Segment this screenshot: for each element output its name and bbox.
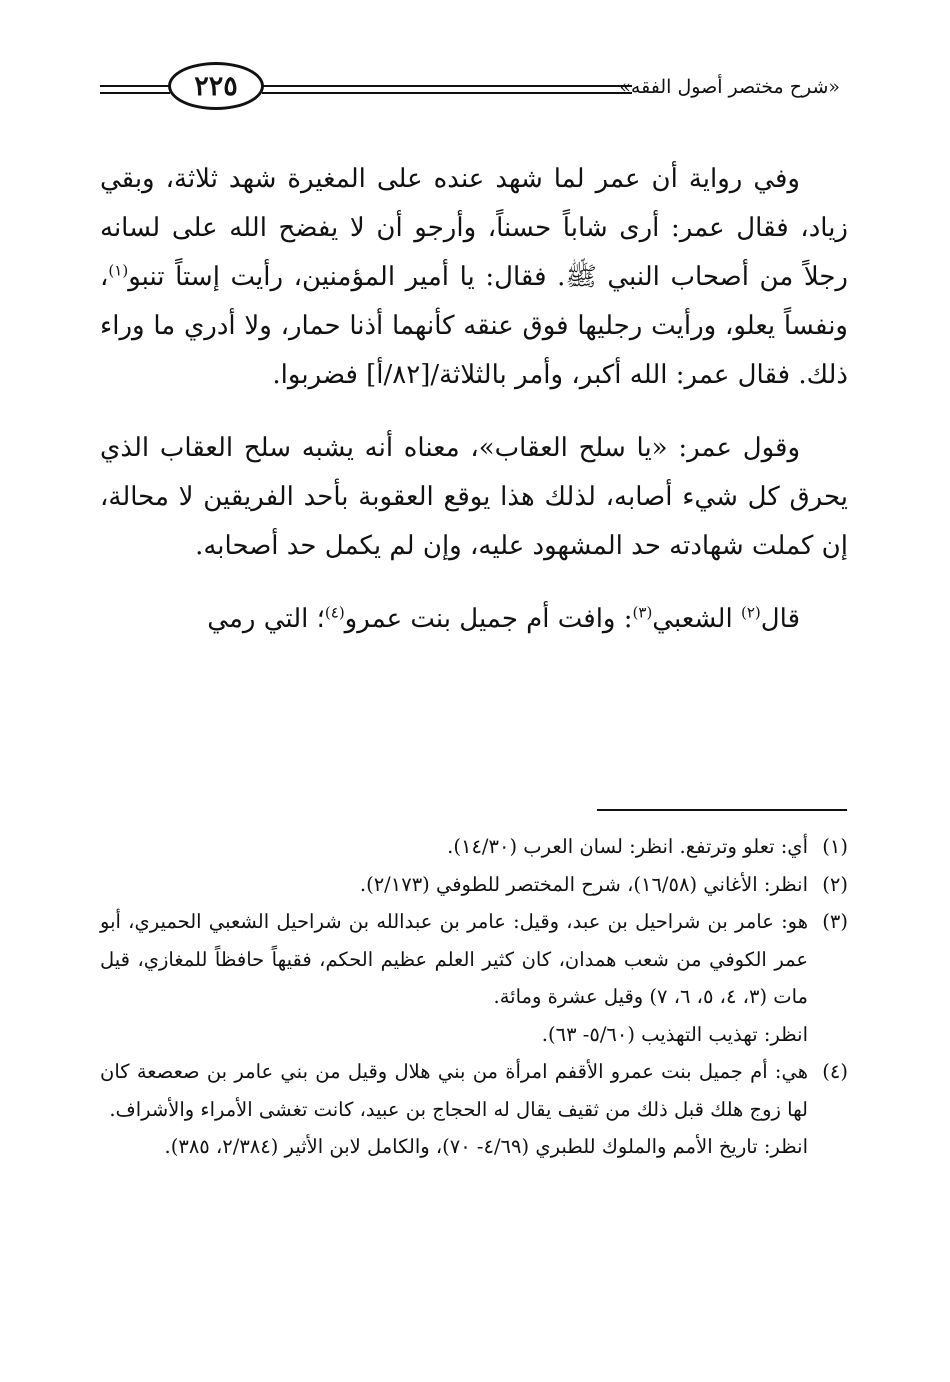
footnote-text: أي: تعلو وترتفع. انظر: لسان العرب (١٤/٣٠). — [447, 835, 808, 858]
footnote-ref: (١) — [108, 261, 129, 280]
footnote-text: انظر: تاريخ الأمم والملوك للطبري (٤/٦٩- ٧٠)، والكامل لابن الأثير (٢/٣٨٤، ٣٨٥). — [164, 1135, 808, 1158]
footnote-number: (٣) — [822, 910, 848, 933]
footnote — [100, 1053, 848, 1166]
footnote-number: (٤) — [822, 1060, 848, 1083]
footnote-number: (١) — [822, 835, 848, 858]
text-segment: قال — [760, 604, 800, 634]
footnote-body — [100, 866, 808, 904]
footnote-text: انظر: الأغاني (١٦/٥٨)، شرح المختصر للطوفي (٢/١٧٣). — [359, 872, 808, 896]
text-segment: الشعبي — [652, 604, 741, 634]
text-segment: ؛ التي رمي — [207, 604, 325, 634]
footnote-ref: (٣) — [632, 603, 653, 622]
footnote-text: انظر: تهذيب التهذيب (٥/٦٠- ٦٣). — [541, 1022, 808, 1046]
running-title: «شرح مختصر أصول الفقه» — [619, 76, 840, 98]
footnote-ref: (٤) — [324, 603, 345, 622]
footnote-body — [100, 828, 808, 866]
text-segment: وفي رواية أن عمر لما شهد عنده على المغيرة شهد ثلاثة، وبقي زياد، فقال عمر: أرى شاباً حسناً، وأرجو أن لا يفضح الله على لسانه رجلاً من أصحاب النبي ﷺ. فقال: يا أمير المؤمنين، رأيت إستاً تنبو — [100, 164, 848, 292]
header-rule-right-bottom — [262, 92, 632, 94]
page-number: ٢٢٥ — [168, 62, 264, 110]
header-rule-left-top — [100, 85, 170, 87]
main-text — [100, 155, 848, 644]
footnote-ref: (٢) — [740, 603, 761, 622]
text-segment: : وافت أم جميل بنت عمرو — [344, 604, 633, 634]
text-segment: وقول عمر: «يا سلح العقاب»، معناه أنه يشبه سلح العقاب الذي يحرق كل شيء أصابه، لذلك هذا يوقع العقوبة بأحد الفريقين لا محالة، إن كملت شهادته حد المشهود عليه، وإن لم يكمل حد أصحابه. — [100, 433, 848, 561]
paragraph — [100, 424, 848, 571]
footnote — [100, 828, 848, 866]
paragraph — [100, 595, 848, 644]
header-rule-right-top — [262, 85, 632, 87]
footnote-body — [100, 903, 808, 1053]
footnote-text: هو: عامر بن شراحيل بن عبد، وقيل: عامر بن عبدالله بن شراحيل الشعبي الحميري، أبو عمر الكوفي من شعب همدان، كان كثير العلم عظيم الحكم، فقيهاً حافظاً للمغازي، قيل مات (٣، ٤، ٥، ٦، ٧) وقيل عشرة ومائة. — [100, 910, 808, 1008]
footnote — [100, 866, 848, 904]
text-segment: ، ونفساً يعلو، ورأيت رجليها فوق عنقه كأنهما أذنا حمار، ولا أدري ما وراء ذلك. فقال عمر: الله أكبر، وأمر بالثلاثة/[٨٢/أ] فضربوا. — [100, 262, 848, 390]
footnote — [100, 903, 848, 1053]
footnotes — [100, 828, 848, 1166]
footnote-text: هي: أم جميل بنت عمرو الأقفم امرأة من بني هلال وقيل من بني عامر بن صعصعة كان لها زوج هلك قبل ذلك من ثقيف يقال له الحجاج بن عبيد، كانت تغشى الأمراء والأشراف. — [100, 1060, 808, 1121]
footnote-number: (٢) — [822, 872, 848, 896]
paragraph — [100, 155, 848, 400]
footnote-body — [100, 1053, 808, 1166]
page-header — [0, 0, 950, 140]
header-rule-left-bottom — [100, 92, 170, 94]
footnote-separator — [597, 809, 847, 811]
